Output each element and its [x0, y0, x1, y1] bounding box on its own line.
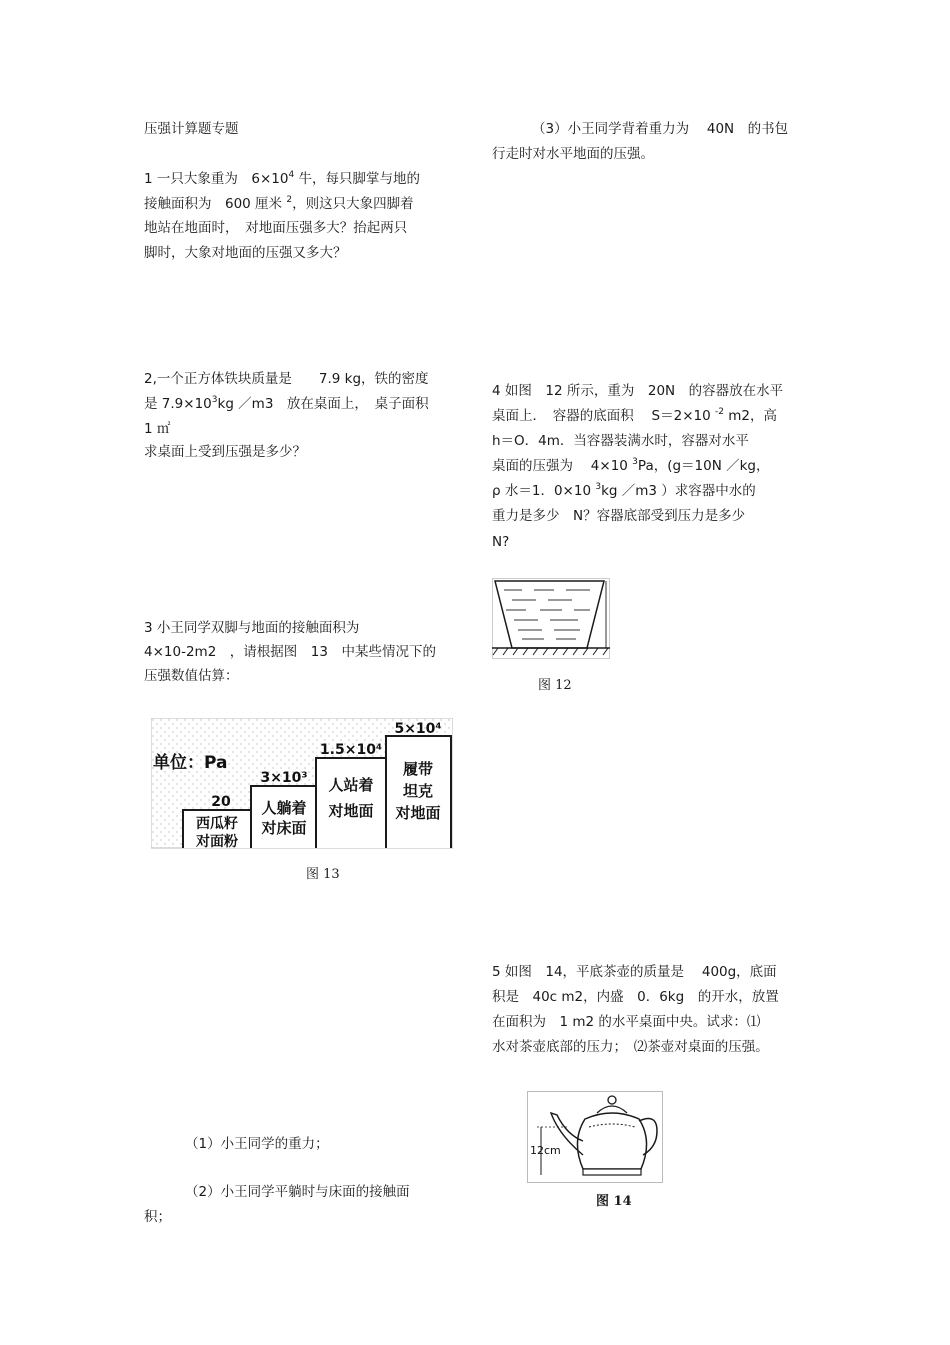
q2-line-4: 求桌面上受到压强是多少？ [144, 444, 306, 460]
q3-sub-2a: （2）小王同学平躺时与床面的接触面 [185, 1184, 410, 1200]
q3-line-1: 3 小王同学双脚与地面的接触面积为 [144, 620, 360, 636]
q1-line-3: 地站在地面时， 对地面压强多大？抬起两只 [144, 220, 408, 236]
figure-12-caption: 图 12 [538, 678, 572, 693]
figure-13-label-2b: 对床面 [261, 819, 307, 837]
q3-sub-3b: 行走时对水平地面的压强。 [492, 146, 654, 162]
q4-line-1: 4 如图 12 所示，重为 20N 的容器放在水平 [492, 383, 784, 399]
q2-line-2: 是 $7.9\times 10^3kg$ ／m3 放在桌面上， 桌子面积 [144, 395, 429, 412]
figure-14-body [577, 1113, 646, 1169]
figure-13-value-1: 20 [211, 794, 231, 810]
figure-13-chart [151, 718, 453, 850]
figure-13-label-3b: 对地面 [328, 802, 374, 820]
q1-line-1: 1 一只大象重为 $6\times 10^4$ 牛，每只脚掌与地的 [144, 170, 420, 187]
figure-13-label-1b: 对面粉 [196, 834, 238, 850]
figure-14-height-label: 12cm [530, 1144, 561, 1157]
page-title: 压强计算题专题 [144, 121, 239, 137]
q5-line-4: 水对茶壶底部的压力； ⑵茶壶对桌面的压强。 [492, 1039, 769, 1055]
figure-13-value-4: 5×10⁴ [394, 721, 442, 737]
figure-14-teapot-drawing [527, 1091, 663, 1183]
q1-line-4: 脚时，大象对地面的压强又多大？ [144, 245, 347, 261]
q4-line-4: 桌面的压强为 4×10 $^3$Pa，(g＝10N ／kg， [492, 457, 770, 474]
q4-line-6: 重力是多少 N？容器底部受到压力是多少 [492, 508, 746, 524]
q5-line-1: 5 如图 14，平底茶壶的质量是 400g，底面 [492, 964, 777, 980]
figure-14-caption: 图 14 [596, 1194, 632, 1209]
q4-line-2: 桌面上． 容器的底面积 S＝2×10 $^{-2}$ m2，高 [492, 407, 777, 424]
figure-13 [151, 718, 453, 850]
q3-line-3: 压强数值估算： [144, 668, 239, 684]
figure-13-label-1a: 西瓜籽 [196, 816, 238, 832]
figure-14 [527, 1091, 663, 1183]
q2-line-3: 1 ㎡ [144, 421, 171, 437]
figure-13-value-2: 3×10³ [260, 770, 308, 786]
figure-13-value-3: 1.5×10⁴ [319, 742, 383, 758]
figure-13-label-4c: 对地面 [395, 804, 441, 822]
q5-line-3: 在面积为 1 m2 的水平桌面中央。试求：⑴ [492, 1014, 761, 1030]
figure-12-container [495, 581, 604, 648]
q4-line-7: N? [492, 534, 510, 550]
figure-14-lid-knob [608, 1096, 616, 1104]
figure-13-caption: 图 13 [306, 867, 340, 882]
figure-13-label-2a: 人躺着 [261, 799, 307, 817]
q3-sub-1: （1）小王同学的重力； [185, 1136, 329, 1152]
figure-14-base [583, 1169, 641, 1175]
figure-13-label-3a: 人站着 [328, 776, 374, 794]
figure-13-label-4a: 履带 [402, 760, 434, 778]
figure-13-unit: 单位：Pa [153, 753, 228, 773]
q4-line-3: h＝O．4m．当容器装满水时，容器对水平 [492, 433, 749, 449]
figure-13-label-4b: 坦克 [402, 782, 434, 800]
figure-14-lid [597, 1106, 627, 1113]
figure-12 [492, 578, 610, 660]
q4-line-5: ρ 水＝1．0×10 $^3$kg ／m3 ）求容器中水的 [492, 482, 756, 499]
figure-12-hatching [493, 648, 608, 655]
q3-line-2: 4×10-2m2 ，请根据图 13 中某些情况下的 [144, 644, 436, 660]
q1-line-2: 接触面积为 600 厘米 $^2$，则这只大象四脚着 [144, 195, 414, 212]
q5-line-2: 积是 40c m2，内盛 0．6kg 的开水，放置 [492, 989, 779, 1005]
figure-12-container-drawing [492, 578, 610, 660]
q3-sub-2b: 积； [144, 1209, 171, 1225]
q3-sub-3a: （3）小王同学背着重力为 40N 的书包 [532, 121, 789, 137]
q2-line-1: 2,一个正方体铁块质量是 7.9 kg，铁的密度 [144, 371, 429, 387]
